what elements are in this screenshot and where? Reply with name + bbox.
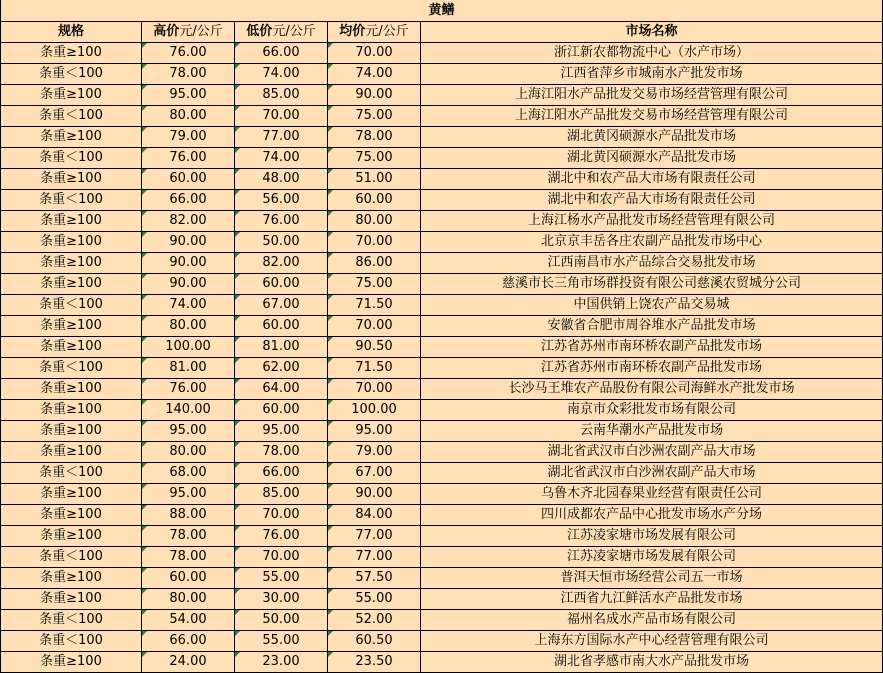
header-spec: 规格 (1, 22, 142, 43)
low-price-cell: 95.00 (235, 421, 328, 442)
avg-price-cell: 70.00 (328, 379, 421, 400)
header-low-price (235, 22, 328, 43)
table-row (1, 106, 883, 127)
spec-cell: 条重≥100 (1, 421, 142, 442)
high-price-cell: 80.00 (142, 589, 235, 610)
spec-cell: 条重＜100 (1, 463, 142, 484)
market-cell: 上海江阳水产品批发交易市场经营管理有限公司 (421, 106, 883, 127)
high-price-cell: 90.00 (142, 253, 235, 274)
low-price-cell: 76.00 (235, 211, 328, 232)
spec-cell: 条重≥100 (1, 505, 142, 526)
market-cell: 江苏省苏州市南环桥农副产品批发市场 (421, 337, 883, 358)
avg-price-cell: 77.00 (328, 526, 421, 547)
low-price-cell: 30.00 (235, 589, 328, 610)
header-avg-price (328, 22, 421, 43)
table-row (1, 148, 883, 169)
market-cell: 乌鲁木齐北园春果业经营有限责任公司 (421, 484, 883, 505)
avg-price-cell: 74.00 (328, 64, 421, 85)
avg-price-cell: 84.00 (328, 505, 421, 526)
market-cell: 长沙马王堆农产品股份有限公司海鲜水产批发市场 (421, 379, 883, 400)
low-price-cell: 55.00 (235, 631, 328, 652)
title-row (1, 0, 883, 22)
header-row (1, 22, 883, 43)
high-price-cell: 80.00 (142, 106, 235, 127)
market-cell: 上海江阳水产品批发交易市场经营管理有限公司 (421, 85, 883, 106)
high-price-cell: 60.00 (142, 169, 235, 190)
spec-cell: 条重＜100 (1, 631, 142, 652)
high-price-cell: 76.00 (142, 148, 235, 169)
high-price-cell: 60.00 (142, 568, 235, 589)
low-price-cell: 60.00 (235, 316, 328, 337)
high-price-cell: 76.00 (142, 379, 235, 400)
avg-price-cell: 71.50 (328, 358, 421, 379)
spec-cell: 条重≥100 (1, 211, 142, 232)
spec-cell: 条重＜100 (1, 610, 142, 631)
avg-price-cell: 75.00 (328, 106, 421, 127)
spec-cell: 条重≥100 (1, 400, 142, 421)
high-price-cell: 68.00 (142, 463, 235, 484)
low-price-cell: 78.00 (235, 442, 328, 463)
table-row (1, 85, 883, 106)
table-row (1, 547, 883, 568)
spec-cell: 条重≥100 (1, 568, 142, 589)
header-market: 市场名称 (421, 22, 883, 43)
table-row (1, 526, 883, 547)
avg-price-cell: 52.00 (328, 610, 421, 631)
market-cell: 湖北省孝感市南大水产品批发市场 (421, 652, 883, 673)
table-row (1, 400, 883, 421)
low-price-cell: 23.00 (235, 652, 328, 673)
table-row (1, 316, 883, 337)
table-row (1, 610, 883, 631)
avg-price-cell: 51.00 (328, 169, 421, 190)
low-price-cell: 70.00 (235, 547, 328, 568)
avg-price-cell: 75.00 (328, 148, 421, 169)
spec-cell: 条重≥100 (1, 442, 142, 463)
market-cell: 江苏凌家塘市场发展有限公司 (421, 547, 883, 568)
high-price-cell: 90.00 (142, 274, 235, 295)
table-row (1, 484, 883, 505)
market-cell: 江苏省苏州市南环桥农副产品批发市场 (421, 358, 883, 379)
low-price-cell: 60.00 (235, 274, 328, 295)
low-price-cell: 70.00 (235, 106, 328, 127)
avg-price-cell: 70.00 (328, 316, 421, 337)
low-price-cell: 74.00 (235, 148, 328, 169)
header-high-label: 高价 (153, 24, 180, 39)
table-row (1, 232, 883, 253)
table-row (1, 568, 883, 589)
avg-price-cell: 95.00 (328, 421, 421, 442)
low-price-cell: 85.00 (235, 85, 328, 106)
high-price-cell: 140.00 (142, 400, 235, 421)
spec-cell: 条重≥100 (1, 589, 142, 610)
avg-price-cell: 55.00 (328, 589, 421, 610)
low-price-cell: 70.00 (235, 505, 328, 526)
avg-price-cell: 90.00 (328, 85, 421, 106)
high-price-cell: 74.00 (142, 295, 235, 316)
table-row (1, 463, 883, 484)
high-price-cell: 80.00 (142, 442, 235, 463)
high-price-cell: 66.00 (142, 631, 235, 652)
spec-cell: 条重＜100 (1, 148, 142, 169)
avg-price-cell: 86.00 (328, 253, 421, 274)
spec-cell: 条重≥100 (1, 232, 142, 253)
table-row (1, 211, 883, 232)
header-low-label: 低价 (246, 24, 273, 39)
table-row (1, 64, 883, 85)
header-high-price (142, 22, 235, 43)
table-row (1, 337, 883, 358)
low-price-cell: 77.00 (235, 127, 328, 148)
high-price-cell: 100.00 (142, 337, 235, 358)
market-cell: 中国供销上饶农产品交易城 (421, 295, 883, 316)
high-price-cell: 78.00 (142, 526, 235, 547)
table-row (1, 43, 883, 64)
market-cell: 上海东方国际水产中心经营管理有限公司 (421, 631, 883, 652)
spec-cell: 条重＜100 (1, 64, 142, 85)
avg-price-cell: 70.00 (328, 232, 421, 253)
market-cell: 浙江新农都物流中心（水产市场） (421, 43, 883, 64)
avg-price-cell: 77.00 (328, 547, 421, 568)
low-price-cell: 66.00 (235, 463, 328, 484)
low-price-cell: 62.00 (235, 358, 328, 379)
market-cell: 江苏凌家塘市场发展有限公司 (421, 526, 883, 547)
market-cell: 江西省萍乡市城南水产批发市场 (421, 64, 883, 85)
market-cell: 南京市众彩批发市场有限公司 (421, 400, 883, 421)
table-row (1, 295, 883, 316)
low-price-cell: 64.00 (235, 379, 328, 400)
spec-cell: 条重＜100 (1, 358, 142, 379)
spec-cell: 条重＜100 (1, 295, 142, 316)
low-price-cell: 55.00 (235, 568, 328, 589)
high-price-cell: 80.00 (142, 316, 235, 337)
table-row (1, 358, 883, 379)
header-avg-label: 均价 (339, 24, 366, 39)
market-cell: 上海江杨水产品批发市场经营管理有限公司 (421, 211, 883, 232)
table-row (1, 442, 883, 463)
spec-cell: 条重＜100 (1, 190, 142, 211)
high-price-cell: 76.00 (142, 43, 235, 64)
avg-price-cell: 71.50 (328, 295, 421, 316)
high-price-cell: 79.00 (142, 127, 235, 148)
market-cell: 湖北省武汉市白沙洲农副产品大市场 (421, 463, 883, 484)
high-price-cell: 81.00 (142, 358, 235, 379)
table-row (1, 127, 883, 148)
high-price-cell: 24.00 (142, 652, 235, 673)
header-high-unit: 元/公斤 (179, 24, 223, 39)
table-row (1, 379, 883, 400)
market-cell: 江西省九江鲜活水产品批发市场 (421, 589, 883, 610)
high-price-cell: 54.00 (142, 610, 235, 631)
avg-price-cell: 60.00 (328, 190, 421, 211)
table-row (1, 421, 883, 442)
avg-price-cell: 60.50 (328, 631, 421, 652)
market-cell: 云南华潮水产品批发市场 (421, 421, 883, 442)
spec-cell: 条重≥100 (1, 316, 142, 337)
table-row (1, 253, 883, 274)
table-row (1, 190, 883, 211)
avg-price-cell: 23.50 (328, 652, 421, 673)
table-row (1, 652, 883, 673)
spec-cell: 条重≥100 (1, 484, 142, 505)
market-cell: 普洱天恒市场经营公司五一市场 (421, 568, 883, 589)
spec-cell: 条重＜100 (1, 106, 142, 127)
avg-price-cell: 80.00 (328, 211, 421, 232)
table-row (1, 169, 883, 190)
high-price-cell: 82.00 (142, 211, 235, 232)
header-avg-unit: 元/公斤 (365, 24, 409, 39)
table-row (1, 505, 883, 526)
high-price-cell: 88.00 (142, 505, 235, 526)
low-price-cell: 76.00 (235, 526, 328, 547)
header-low-unit: 元/公斤 (272, 24, 316, 39)
market-cell: 湖北中和农产品大市场有限责任公司 (421, 190, 883, 211)
high-price-cell: 90.00 (142, 232, 235, 253)
low-price-cell: 82.00 (235, 253, 328, 274)
high-price-cell: 95.00 (142, 85, 235, 106)
spec-cell: 条重≥100 (1, 526, 142, 547)
low-price-cell: 66.00 (235, 43, 328, 64)
avg-price-cell: 78.00 (328, 127, 421, 148)
spec-cell: 条重＜100 (1, 547, 142, 568)
table-row (1, 589, 883, 610)
high-price-cell: 95.00 (142, 421, 235, 442)
market-cell: 安徽省合肥市周谷堆水产品批发市场 (421, 316, 883, 337)
market-cell: 慈溪市长三角市场群投资有限公司慈溪农贸城分公司 (421, 274, 883, 295)
market-cell: 湖北中和农产品大市场有限责任公司 (421, 169, 883, 190)
table-row (1, 274, 883, 295)
low-price-cell: 67.00 (235, 295, 328, 316)
high-price-cell: 78.00 (142, 547, 235, 568)
avg-price-cell: 79.00 (328, 442, 421, 463)
market-cell: 湖北黄冈硕源水产品批发市场 (421, 127, 883, 148)
low-price-cell: 56.00 (235, 190, 328, 211)
high-price-cell: 78.00 (142, 64, 235, 85)
spec-cell: 条重≥100 (1, 379, 142, 400)
avg-price-cell: 57.50 (328, 568, 421, 589)
avg-price-cell: 90.00 (328, 484, 421, 505)
low-price-cell: 50.00 (235, 232, 328, 253)
market-cell: 四川成都农产品中心批发市场水产分场 (421, 505, 883, 526)
high-price-cell: 95.00 (142, 484, 235, 505)
spec-cell: 条重≥100 (1, 169, 142, 190)
market-cell: 湖北省武汉市白沙洲农副产品大市场 (421, 442, 883, 463)
low-price-cell: 50.00 (235, 610, 328, 631)
avg-price-cell: 67.00 (328, 463, 421, 484)
market-cell: 湖北黄冈硕源水产品批发市场 (421, 148, 883, 169)
avg-price-cell: 90.50 (328, 337, 421, 358)
spec-cell: 条重≥100 (1, 85, 142, 106)
high-price-cell: 66.00 (142, 190, 235, 211)
table-row (1, 631, 883, 652)
avg-price-cell: 75.00 (328, 274, 421, 295)
low-price-cell: 85.00 (235, 484, 328, 505)
spec-cell: 条重≥100 (1, 652, 142, 673)
low-price-cell: 48.00 (235, 169, 328, 190)
market-cell: 北京京丰岳各庄农副产品批发市场中心 (421, 232, 883, 253)
market-cell: 福州名成水产品市场有限公司 (421, 610, 883, 631)
low-price-cell: 74.00 (235, 64, 328, 85)
spec-cell: 条重≥100 (1, 253, 142, 274)
low-price-cell: 60.00 (235, 400, 328, 421)
avg-price-cell: 70.00 (328, 43, 421, 64)
avg-price-cell: 100.00 (328, 400, 421, 421)
spec-cell: 条重≥100 (1, 274, 142, 295)
table-title: 黄鳝 (1, 0, 883, 22)
market-cell: 江西南昌市水产品综合交易批发市场 (421, 253, 883, 274)
table-body (1, 43, 883, 673)
spec-cell: 条重≥100 (1, 43, 142, 64)
spec-cell: 条重≥100 (1, 337, 142, 358)
spec-cell: 条重≥100 (1, 127, 142, 148)
low-price-cell: 81.00 (235, 337, 328, 358)
